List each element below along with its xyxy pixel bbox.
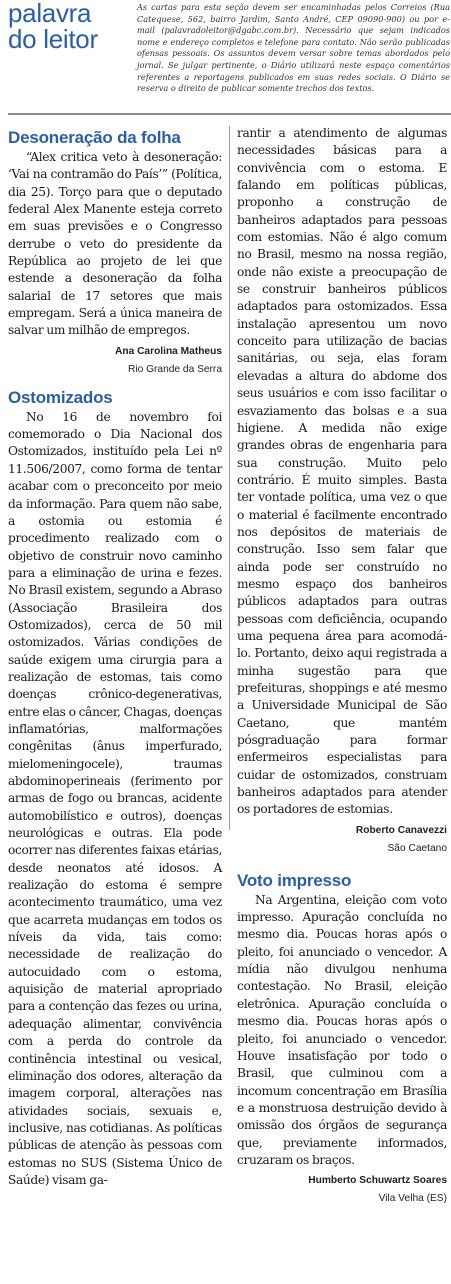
letter-paragraph: rantir a atendimento de algumas necessidades básicas para a convivência com o estoma. E falando em políticas públicas, proponho a construção de banheiros adaptados para pessoas com estomias. Não é algo comum no Brasil, mesmo na nossa região, onde não existe a preocupação de se construir banheiros públicos adaptados para ostomizados. Essa instalação apresentou um novo conceito para utilização de bacias sanitárias, ou seja, elas foram elevadas a altura do abdome dos seus usuários e com isso facilitar o esvaziamento das bolsas e a sua higiene. A medida não exige grandes obras de engenharia para sua construção. Muito pelo contrário. É muito simples. Basta ter vontade política, uma vez o que o material é facilmente encontrado nos depósitos de materiais de construção. Isso sem falar que ainda pode ser construído no mesmo espaço dos banheiros públicos adaptados para outras pessoas com deficiência, ocupando uma pequena área para acomodá-lo. Portanto, deixo aqui registrada a minha sugestão para que prefeituras, shoppings e até mesmo a Universidade Municipal de São Caetano, que mantém pósgraduação para formar enfermeiros especialistas para cuidar de ostomizados, construam banheiros adaptados para atender os portadores de estomias. bbox=[237, 126, 447, 817]
section-title-line2: do leitor bbox=[8, 24, 98, 54]
letter-body bbox=[8, 409, 222, 1189]
masthead bbox=[8, 0, 448, 110]
letter-ostomizados bbox=[8, 388, 222, 1189]
letter-city: São Caetano bbox=[387, 842, 447, 854]
right-column bbox=[237, 125, 447, 1219]
letter-heading: Desoneração da folha bbox=[8, 128, 181, 147]
letter-city: Vila Velha (ES) bbox=[378, 1193, 447, 1205]
letter-paragraph: No 16 de novembro foi comemorado o Dia Nacional dos Ostomizados, instituído pela Lei nº 11.506/2007, como forma de tentar acabar com o preconceito por meio da informação. Para quem não sabe, a ostomia ou estomia é procedimento realizado com o objetivo de construir novo caminho para a eliminação de urina e fezes. No Brasil existem, segundo a Abraso (Associação Brasileira dos Ostomizados), cerca de 50 mil ostomizados. Várias condições de saúde exigem uma cirurgia para a realização de estomas, tais como doenças crônico-degenerativas, entre elas o câncer, Chagas, doenças inflamatórias, malformações congênitas (ânus imperfurado, mielomeningocele), traumas abdominoperineais (ferimento por armas de fogo ou brancas, acidente automobilístico e outros), doenças neurológicas e outras. Ela pode ocorrer nas diferentes faixas etárias, desde neonatos até idosos. A realização do estoma é sempre acontecimento traumático, uma vez que acarreta mudanças em todos os níveis da vida, tais como: necessidade de realização do autocuidado com o estoma, aquisição de material apropriado para a contenção das fezes ou urina, adequação alimentar, convivência com a perda do controle da continência intestinal ou vesical, eliminação dos odores, alteração da imagem corporal, alterações nas atividades sociais, sexuais e, inclusive, nas cotidianas. As políticas públicas de atenção às pessoas com estomas no SUS (Sistema Único de Saúde) visam ga- bbox=[8, 409, 222, 1187]
masthead-divider bbox=[8, 113, 451, 115]
letter-voto-impresso bbox=[237, 871, 447, 1206]
letter-heading: Voto impresso bbox=[237, 870, 352, 890]
letter-paragraph: “Alex critica veto à desoneração: ‘Vai na contramão do País’” (Política, dia 25). Torço para que o deputado federal Alex Manente esteja correto em suas previsões e o Congresso derrube o veto do presidente da República ao projeto de lei que estende a desoneração da folha salarial de 17 setores que mais empregam. Será a única maneira de salvar um milhão de empregos. bbox=[8, 150, 222, 338]
letter-body bbox=[237, 125, 447, 819]
letter-author: Ana Carolina Matheus bbox=[115, 345, 222, 357]
letter-author: Humberto Schuwartz Soares bbox=[308, 1175, 447, 1187]
letter-body bbox=[8, 149, 222, 340]
section-title bbox=[8, 0, 132, 52]
letter-paragraph: Na Argentina, eleição com voto impresso. Apuração concluída no mesmo dia. Poucas horas após o pleito, foi anunciado o vencedor. A mídia não divulgou nenhuma contestação. No Brasil, eleição eletrônica. Apuração concluída o mesmo dia. Poucas horas após o pleito, foi anunciado o vencedor. Houve insatisfação por todo o Brasil, que culminou com a incomum concentração em Brasília e a monstruosa destruição devido à omissão dos órgãos de segurança que, previamente informados, cruzaram os braços. bbox=[237, 892, 447, 1167]
letter-ostomizados-continued bbox=[237, 125, 447, 855]
left-column bbox=[8, 128, 222, 1203]
section-title-line1: palavra bbox=[8, 0, 92, 28]
letter-city: Rio Grande da Serra bbox=[127, 363, 222, 375]
letter-author: Roberto Canavezzi bbox=[355, 824, 447, 836]
letter-heading: Ostomizados bbox=[8, 387, 113, 407]
letter-desoneracao bbox=[8, 128, 222, 376]
letter-body bbox=[237, 892, 447, 1170]
section-intro: As cartas para esta seção devem ser encaminhadas pelos Correios (Rua Catequese, 562, bairro Jardim, Santo André, CEP 09090-900) ou por e-mail (palavradoleitor@dgabc.com.br). Necessário que sejam indicados nome e endereço completos e telefone para contato. Não serão publicadas ofensas pessoais. Os assuntos devem versar sobre temas abordados pelo jornal. Se julgar pertinente, o Diário utilizará neste espaço comentários referentes a reportagens publicados em suas redes sociais. O Diário se reserva o direito de publicar somente trechos dos textos. bbox=[137, 2, 450, 94]
column-divider bbox=[229, 126, 230, 830]
